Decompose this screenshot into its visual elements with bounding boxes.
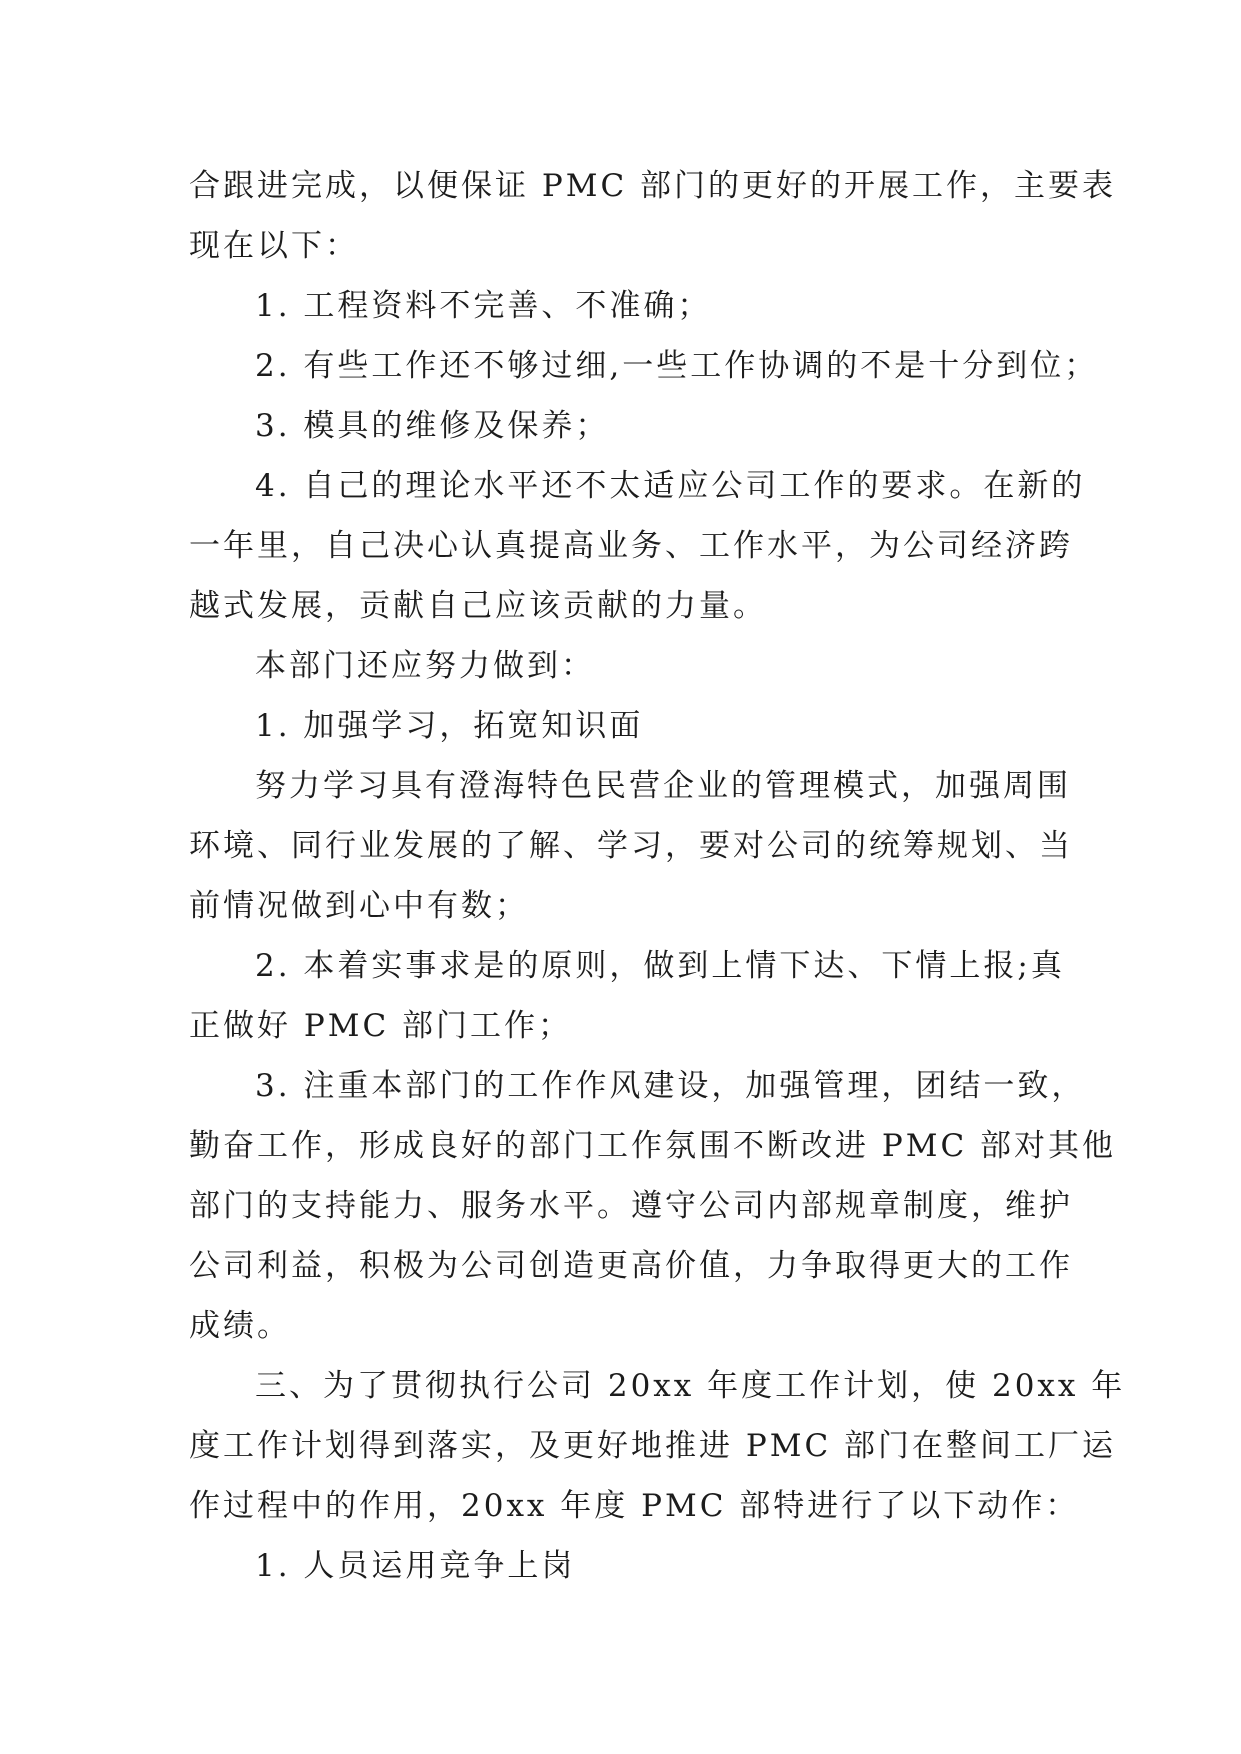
text-line: 三、为了贯彻执行公司 20xx 年度工作计划，使 20xx 年 <box>255 1368 1126 1404</box>
text-line: 作过程中的作用，20xx 年度 PMC 部特进行了以下动作： <box>189 1488 1080 1524</box>
text-line: 正做好 PMC 部门工作； <box>189 1008 573 1044</box>
text-line: 现在以下： <box>189 228 359 264</box>
text-line: 部门的支持能力、服务水平。遵守公司内部规章制度，维护 <box>189 1188 1073 1224</box>
document-body <box>189 156 1126 1596</box>
text-line: 3. 注重本部门的工作作风建设，加强管理，团结一致， <box>255 1068 1086 1104</box>
text-line: 努力学习具有澄海特色民营企业的管理模式，加强周围 <box>255 768 1071 804</box>
text-line: 合跟进完成，以便保证 PMC 部门的更好的开展工作，主要表 <box>189 168 1117 204</box>
text-line: 1. 工程资料不完善、不准确； <box>255 288 712 324</box>
text-line: 1. 加强学习，拓宽知识面 <box>255 708 644 744</box>
text-line: 勤奋工作，形成良好的部门工作氛围不断改进 PMC 部对其他 <box>189 1128 1117 1164</box>
text-line: 越式发展，贡献自己应该贡献的力量。 <box>189 588 767 624</box>
text-line: 2. 有些工作还不够过细,一些工作协调的不是十分到位； <box>255 348 1099 384</box>
text-line: 成绩。 <box>189 1308 291 1344</box>
text-line: 度工作计划得到落实，及更好地推进 PMC 部门在整间工厂运 <box>189 1428 1117 1464</box>
text-line: 1. 人员运用竞争上岗 <box>255 1548 576 1584</box>
text-line: 4. 自己的理论水平还不太适应公司工作的要求。在新的 <box>255 468 1086 504</box>
text-line: 公司利益，积极为公司创造更高价值，力争取得更大的工作 <box>189 1248 1073 1284</box>
text-line: 环境、同行业发展的了解、学习，要对公司的统筹规划、当 <box>189 828 1073 864</box>
text-line: 前情况做到心中有数； <box>189 888 529 924</box>
text-line: 2. 本着实事求是的原则，做到上情下达、下情上报;真 <box>255 948 1065 984</box>
text-line: 3. 模具的维修及保养； <box>255 408 610 444</box>
text-line: 本部门还应努力做到： <box>255 648 595 684</box>
text-line: 一年里，自己决心认真提高业务、工作水平，为公司经济跨 <box>189 528 1073 564</box>
